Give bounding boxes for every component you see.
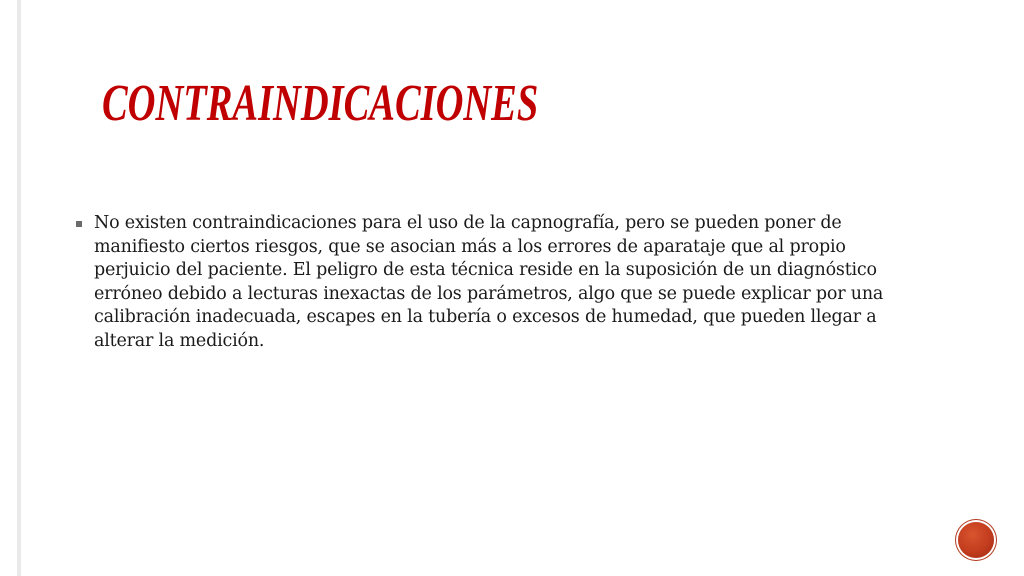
left-accent-rule [17,0,21,576]
slide-content [74,212,914,353]
slide-title: CONTRAINDICACIONES [102,75,539,132]
bullet-item [74,212,914,353]
bullet-text: No existen contraindicaciones para el uso de la capnografía, pero se pueden poner de manifiesto ciertos riesgos, que se asocian más a los errores de aparataje que al propio perjuicio del paciente. El peligro de esta técnica reside en la suposición de un diagnóstico erróneo debido a lecturas inexactas de los parámetros, algo que se puede explicar por una calibración inadecuada, escapes en la tubería o excesos de humedad, que pueden llegar a alterar la medición. [94,213,884,351]
page-number-badge [958,522,994,558]
square-bullet-icon [76,221,82,227]
